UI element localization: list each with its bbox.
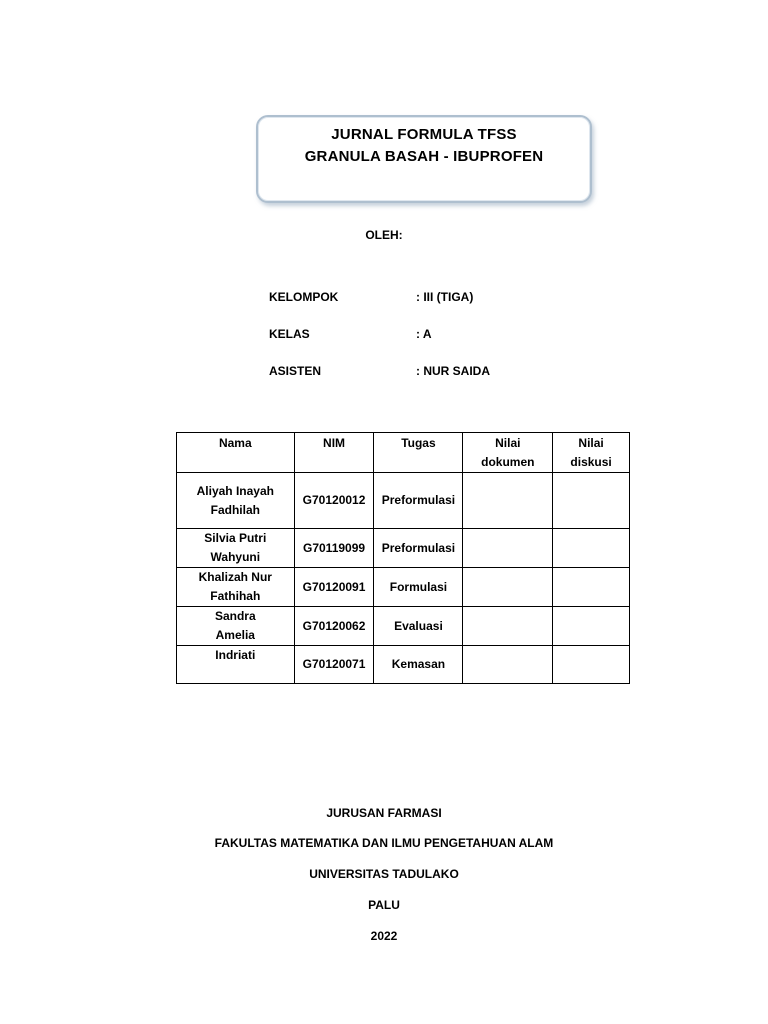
oleh-label: OLEH: — [365, 228, 403, 242]
header-nilai-dokumen-line1: Nilai — [495, 436, 521, 450]
info-value-asisten: : NUR SAIDA — [416, 364, 490, 378]
cell-nilai-diskusi — [553, 529, 630, 568]
info-label-kelas: KELAS — [269, 327, 310, 341]
table-header-row — [177, 433, 630, 473]
cell-nilai-diskusi — [553, 473, 630, 529]
table-row — [177, 568, 630, 607]
table-row — [177, 607, 630, 646]
cell-nim: G70120062 — [294, 607, 374, 646]
header-nilai-dokumen-line2: dokumen — [481, 455, 535, 469]
cell-nim: G70120071 — [294, 646, 374, 684]
header-nilai-dokumen — [463, 433, 553, 473]
cell-nim: G70120012 — [294, 473, 374, 529]
cell-tugas: Preformulasi — [374, 529, 463, 568]
cell-nilai-diskusi — [553, 646, 630, 684]
cell-nama — [177, 473, 295, 529]
table-row — [177, 529, 630, 568]
header-nilai-diskusi-line2: diskusi — [570, 455, 612, 469]
document-title: JURNAL FORMULA TFSS — [331, 126, 517, 143]
cell-nama — [177, 568, 295, 607]
nama-line1: Khalizah Nur — [198, 570, 272, 584]
footer-universitas: UNIVERSITAS TADULAKO — [309, 867, 459, 881]
cell-nilai-dokumen — [463, 473, 553, 529]
cell-nama — [177, 607, 295, 646]
header-nilai-diskusi — [553, 433, 630, 473]
header-nim: NIM — [294, 433, 374, 473]
title-box — [256, 115, 592, 203]
cell-nim: G70120091 — [294, 568, 374, 607]
nama-line1: Silvia Putri — [204, 531, 267, 545]
cell-nama — [177, 529, 295, 568]
document-subtitle: GRANULA BASAH - IBUPROFEN — [304, 148, 544, 165]
nama-line1: Aliyah Inayah — [196, 483, 274, 498]
footer-tahun: 2022 — [370, 929, 398, 943]
cell-tugas: Evaluasi — [374, 607, 463, 646]
table-row — [177, 473, 630, 529]
cell-nilai-diskusi — [553, 568, 630, 607]
nama-line2: Wahyuni — [210, 550, 261, 564]
header-tugas: Tugas — [374, 433, 463, 473]
cell-nama — [177, 646, 295, 684]
table-row — [177, 646, 630, 684]
cell-tugas: Preformulasi — [374, 473, 463, 529]
nama-line1: Indriati — [215, 648, 256, 662]
nama-line1: Sandra — [214, 609, 256, 623]
cell-tugas: Kemasan — [374, 646, 463, 684]
cell-nilai-dokumen — [463, 607, 553, 646]
nama-line2: Fathihah — [210, 589, 261, 603]
info-label-kelompok: KELOMPOK — [269, 290, 339, 304]
footer-fakultas: FAKULTAS MATEMATIKA DAN ILMU PENGETAHUAN ALAM — [214, 836, 554, 850]
cell-nim: G70119099 — [294, 529, 374, 568]
info-label-asisten: ASISTEN — [269, 364, 322, 378]
info-value-kelompok: : III (TIGA) — [416, 290, 474, 304]
header-nama: Nama — [177, 433, 295, 473]
nama-line2: Amelia — [215, 628, 255, 642]
footer-jurusan: JURUSAN FARMASI — [326, 806, 442, 820]
cell-nilai-dokumen — [463, 646, 553, 684]
header-nilai-diskusi-line1: Nilai — [578, 436, 604, 450]
cell-nilai-diskusi — [553, 607, 630, 646]
cell-nilai-dokumen — [463, 568, 553, 607]
nama-line2: Fadhilah — [210, 502, 260, 517]
cell-tugas: Formulasi — [374, 568, 463, 607]
footer-kota: PALU — [368, 898, 400, 912]
member-table — [176, 432, 630, 684]
info-value-kelas: : A — [416, 327, 432, 341]
cell-nilai-dokumen — [463, 529, 553, 568]
